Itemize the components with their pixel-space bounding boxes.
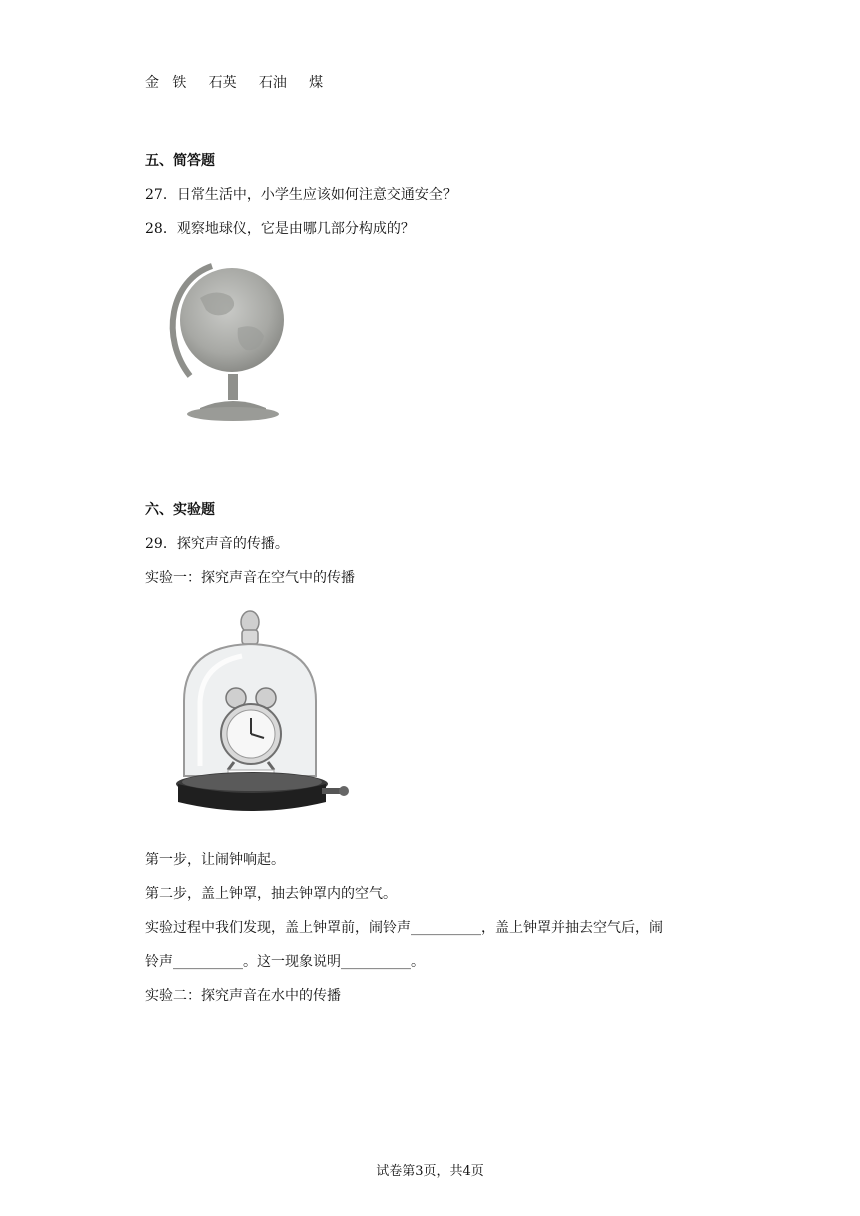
bell-jar-alarm-clock-image <box>172 606 354 828</box>
step-2: 第二步，盖上钟罩，抽去钟罩内的空气。 <box>145 886 397 902</box>
experiment-1-title: 实验一：探究声音在空气中的传播 <box>145 570 355 586</box>
step-1: 第一步，让闹钟响起。 <box>145 852 285 868</box>
question-29: 29．探究声音的传播。 <box>145 536 289 552</box>
options-line: 金 铁 石英 石油 煤 <box>145 75 324 91</box>
observation-line-2: 铃声__________。这一现象说明__________。 <box>145 954 425 970</box>
question-27: 27．日常生活中，小学生应该如何注意交通安全？ <box>145 187 457 203</box>
observation-line-1: 实验过程中我们发现，盖上钟罩前，闹铃声__________，盖上钟罩并抽去空气后，闹 <box>145 920 663 936</box>
experiment-2-title: 实验二：探究声音在水中的传播 <box>145 988 341 1004</box>
page-footer: 试卷第3页，共4页 <box>376 1164 484 1179</box>
globe-image <box>160 258 290 426</box>
question-28: 28．观察地球仪，它是由哪几部分构成的？ <box>145 221 415 237</box>
section-title-experiment: 六、实验题 <box>145 502 215 518</box>
section-title-short-answer: 五、简答题 <box>145 153 215 169</box>
